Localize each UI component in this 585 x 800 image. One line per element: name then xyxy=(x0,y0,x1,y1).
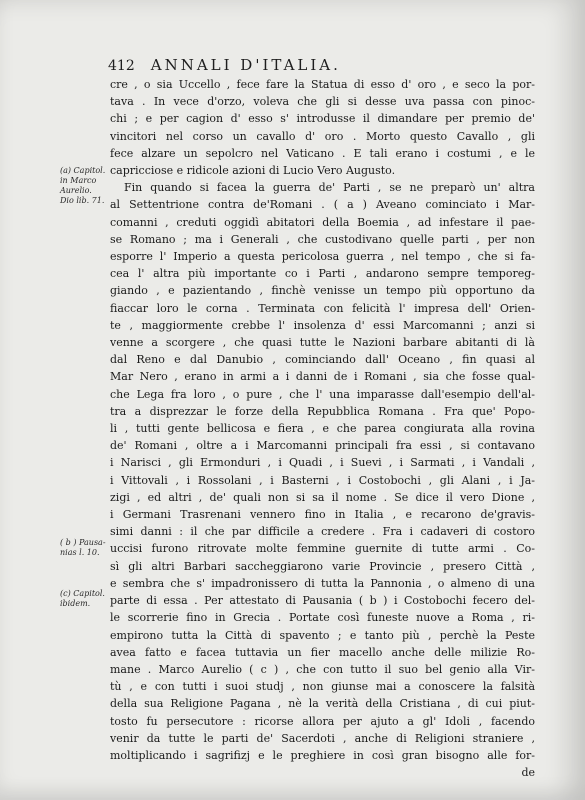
text-line: zigi , ed altri , de' quali non si sa il nome . Se dice il vero Dione , xyxy=(110,490,535,504)
text-line: tosto fu persecutore : ricorse allora per ajuto a gl' Idoli , facendo xyxy=(110,714,535,728)
body-text xyxy=(110,76,535,781)
text-line: esporre l' Imperio a questa pericolosa guerra , nel tempo , che si fa- xyxy=(110,250,535,264)
page-number: 412 xyxy=(108,58,135,74)
text-line: simi danni : il che par difficile a credere . Fra i cadaveri di costoro xyxy=(110,525,535,539)
margin-note-line: ( b ) Pausa- xyxy=(60,538,106,547)
margin-note-a xyxy=(60,166,110,206)
margin-note-line: Dio lib. 71. xyxy=(60,196,105,205)
text-line: i Vittovali , i Rossolani , i Basterni , i Costobochi , gli Alani , i Ja- xyxy=(110,473,535,487)
margin-note-line: ibidem. xyxy=(60,599,91,608)
margin-note-line: (a) Capitol. xyxy=(60,166,106,175)
running-head xyxy=(108,56,448,74)
text-line: al Settentrione contra de'Romani . ( a ) Aveano cominciato i Mar- xyxy=(110,198,535,212)
text-line: tra a disprezzar le forze della Repubblica Romana . Fra que' Popo- xyxy=(110,404,535,418)
page-header-title: ANNALI D'ITALIA. xyxy=(150,56,341,74)
text-line: te , maggiormente crebbe l' insolenza d' essi Marcomanni ; anzi si xyxy=(110,318,535,332)
margin-note-line: (c) Capitol. xyxy=(60,589,105,598)
text-line: Mar Nero , erano in armi a i danni de i Romani , sia che fosse qual- xyxy=(110,370,535,384)
text-line: uccisi furono ritrovate molte femmine guernite di tutte armi . Co- xyxy=(110,542,535,556)
text-line: e sembra che s' impadronissero di tutta la Pannonia , o almeno di una xyxy=(110,576,535,590)
text-line: le scorrerie fino in Grecia . Portate così funeste nuove a Roma , ri- xyxy=(110,611,535,625)
text-line: capricciose e ridicole azioni di Lucio Vero Augusto. xyxy=(110,164,396,178)
text-line: che Lega fra loro , o pure , che l' una imparasse dall'esempio dell'al- xyxy=(110,387,535,401)
text-line: venir da tutte le parti de' Sacerdoti , anche di Religioni straniere , xyxy=(110,731,535,745)
text-line: se Romano ; ma i Generali , che custodivano quelle parti , per non xyxy=(110,232,535,246)
margin-note-line: nias l. 10. xyxy=(60,548,100,557)
text-line: venne a scorgere , che quasi tutte le Nazioni barbare abitanti di là xyxy=(110,336,535,350)
text-line: cre , o sia Uccello , fece fare la Statua di esso d' oro , e seco la por- xyxy=(110,78,535,91)
text-line: tù , e con tutti i suoi studj , non giunse mai a conoscere la falsità xyxy=(110,680,535,694)
text-line: avea fatto e facea tuttavia un fier macello anche delle milizie Ro- xyxy=(110,645,535,659)
text-line: fece alzare un sepolcro nel Vaticano . E tali erano i costumi , e le xyxy=(110,146,535,160)
text-line: sì gli altri Barbari saccheggiarono varie Provincie , presero Città , xyxy=(110,559,535,573)
text-line: moltiplicando i sagrifizj e le preghiere in così gran bisogno alle for- xyxy=(110,748,535,762)
text-line: vincitori nel corso un cavallo d' oro . Morto questo Cavallo , gli xyxy=(110,129,535,143)
text-line: i Germani Trasrenani vennero fino in Italia , e recarono de'gravis- xyxy=(110,508,535,522)
text-line: de xyxy=(521,766,535,780)
text-line: de' Romani , oltre a i Marcomanni principali fra essi , si contavano xyxy=(110,439,535,453)
text-line: parte di essa . Per attestato di Pausania ( b ) i Costobochi fecero del- xyxy=(110,594,535,608)
margin-note-line: in Marco xyxy=(60,176,97,185)
margin-note-c xyxy=(60,589,110,609)
text-line: li , tutti gente bellicosa e fiera , e che parea congiurata alla rovina xyxy=(110,422,535,436)
text-line: della sua Religione Pagana , nè la verità della Cristiana , di cui piut- xyxy=(110,697,535,711)
text-line: mane . Marco Aurelio ( c ) , che con tutto il suo bel genio alla Vir- xyxy=(110,662,535,676)
text-line: giando , e pazientando , finchè venisse un tempo più opportuno da xyxy=(110,284,535,298)
text-line: tava . In vece d'orzo, voleva che gli si desse uva passa con pinoc- xyxy=(110,95,535,109)
margin-note-b xyxy=(60,538,110,558)
text-line: comanni , creduti oggidì abitatori della Boemia , ad infestare il pae- xyxy=(110,215,535,229)
text-line: chi ; e per cagion d' esso s' introdusse il dimandare per premio de' xyxy=(110,112,535,126)
text-line: cea l' altra più importante co i Parti , andarono sempre temporeg- xyxy=(110,267,535,281)
text-line: Fin quando si facea la guerra de' Parti , se ne preparò un' altra xyxy=(124,181,535,195)
text-line: empirono tutta la Città di spavento ; e tanto più , perchè la Peste xyxy=(110,628,535,642)
text-line: dal Reno e dal Danubio , cominciando dall' Oceano , fin quasi al xyxy=(110,353,535,367)
text-line: fiaccar loro le corna . Terminata con felicità l' impresa dell' Orien- xyxy=(110,301,535,315)
text-line: i Narisci , gli Ermonduri , i Quadi , i Suevi , i Sarmati , i Vandali , xyxy=(110,456,535,470)
margin-note-line: Aurelio. xyxy=(60,186,92,195)
